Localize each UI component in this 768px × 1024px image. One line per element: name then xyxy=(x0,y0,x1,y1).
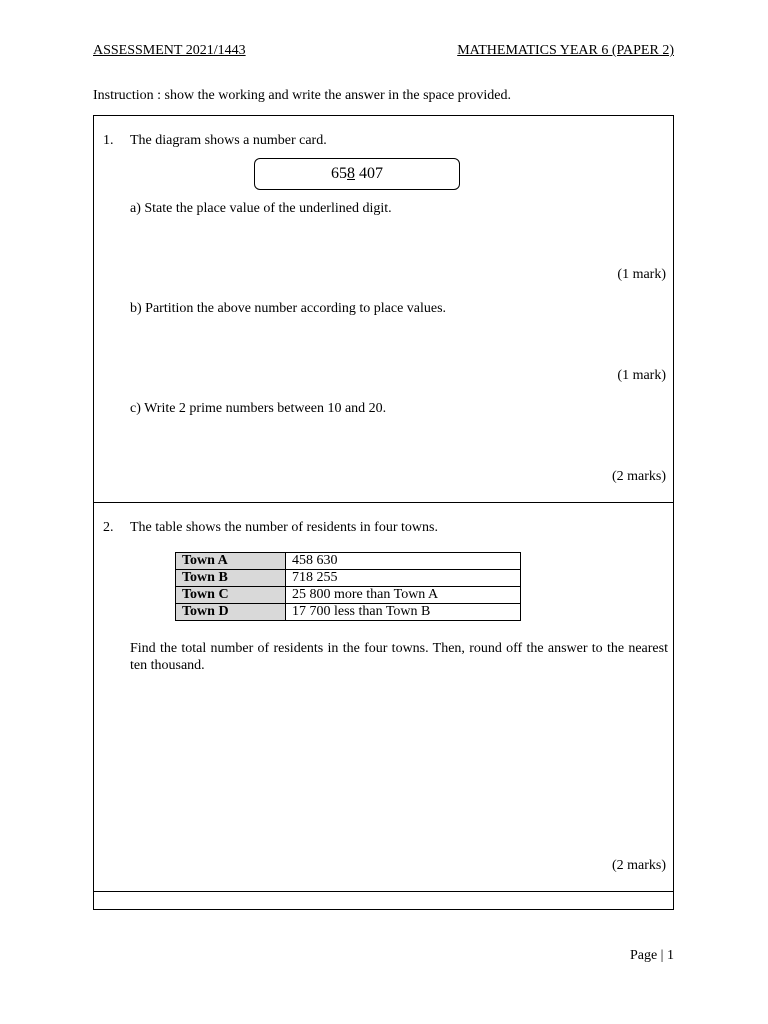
town-name: Town C xyxy=(176,587,286,604)
table-row xyxy=(176,570,521,587)
question-1b-marks: (1 mark) xyxy=(617,368,666,383)
town-residents: 718 255 xyxy=(286,570,521,587)
question-2-marks: (2 marks) xyxy=(611,858,666,873)
town-residents: 25 800 more than Town A xyxy=(286,587,521,604)
question-1a-text: a) State the place value of the underlined digit. xyxy=(130,201,392,216)
question-1c-text: c) Write 2 prime numbers between 10 and 20. xyxy=(130,401,387,416)
town-name: Town B xyxy=(176,570,286,587)
question-1c-marks: (2 marks) xyxy=(611,469,666,484)
residents-table xyxy=(175,552,521,621)
town-residents: 458 630 xyxy=(286,553,521,570)
town-name: Town D xyxy=(176,604,286,621)
instruction-text: Instruction : show the working and write the answer in the space provided. xyxy=(93,88,511,103)
question-2-box xyxy=(93,502,674,892)
question-1-box xyxy=(93,115,674,503)
header-subject: MATHEMATICS YEAR 6 (PAPER 2) xyxy=(457,43,674,58)
question-2-text: The table shows the number of residents in four towns. xyxy=(130,520,438,535)
header-assessment: ASSESSMENT 2021/1443 xyxy=(93,43,246,58)
town-name: Town A xyxy=(176,553,286,570)
question-1b-text: b) Partition the above number according to place values. xyxy=(130,301,447,316)
question-1a-marks: (1 mark) xyxy=(617,267,666,282)
table-row xyxy=(176,587,521,604)
number-card-prefix: 65 xyxy=(331,165,347,182)
page-number: Page | 1 xyxy=(629,948,674,963)
question-2-number: 2. xyxy=(103,520,114,535)
question-2-prompt: Find the total number of residents in the four towns. Then, round off the answer to the nearest ten thousand. xyxy=(130,641,668,673)
number-card-underlined-digit: 8 xyxy=(347,165,355,182)
number-card-suffix: 407 xyxy=(355,165,383,182)
number-card xyxy=(254,158,460,190)
question-1-number: 1. xyxy=(103,133,114,148)
town-residents: 17 700 less than Town B xyxy=(286,604,521,621)
table-row xyxy=(176,604,521,621)
answer-box-empty xyxy=(93,891,674,910)
table-row xyxy=(176,553,521,570)
question-1-text: The diagram shows a number card. xyxy=(130,133,327,148)
